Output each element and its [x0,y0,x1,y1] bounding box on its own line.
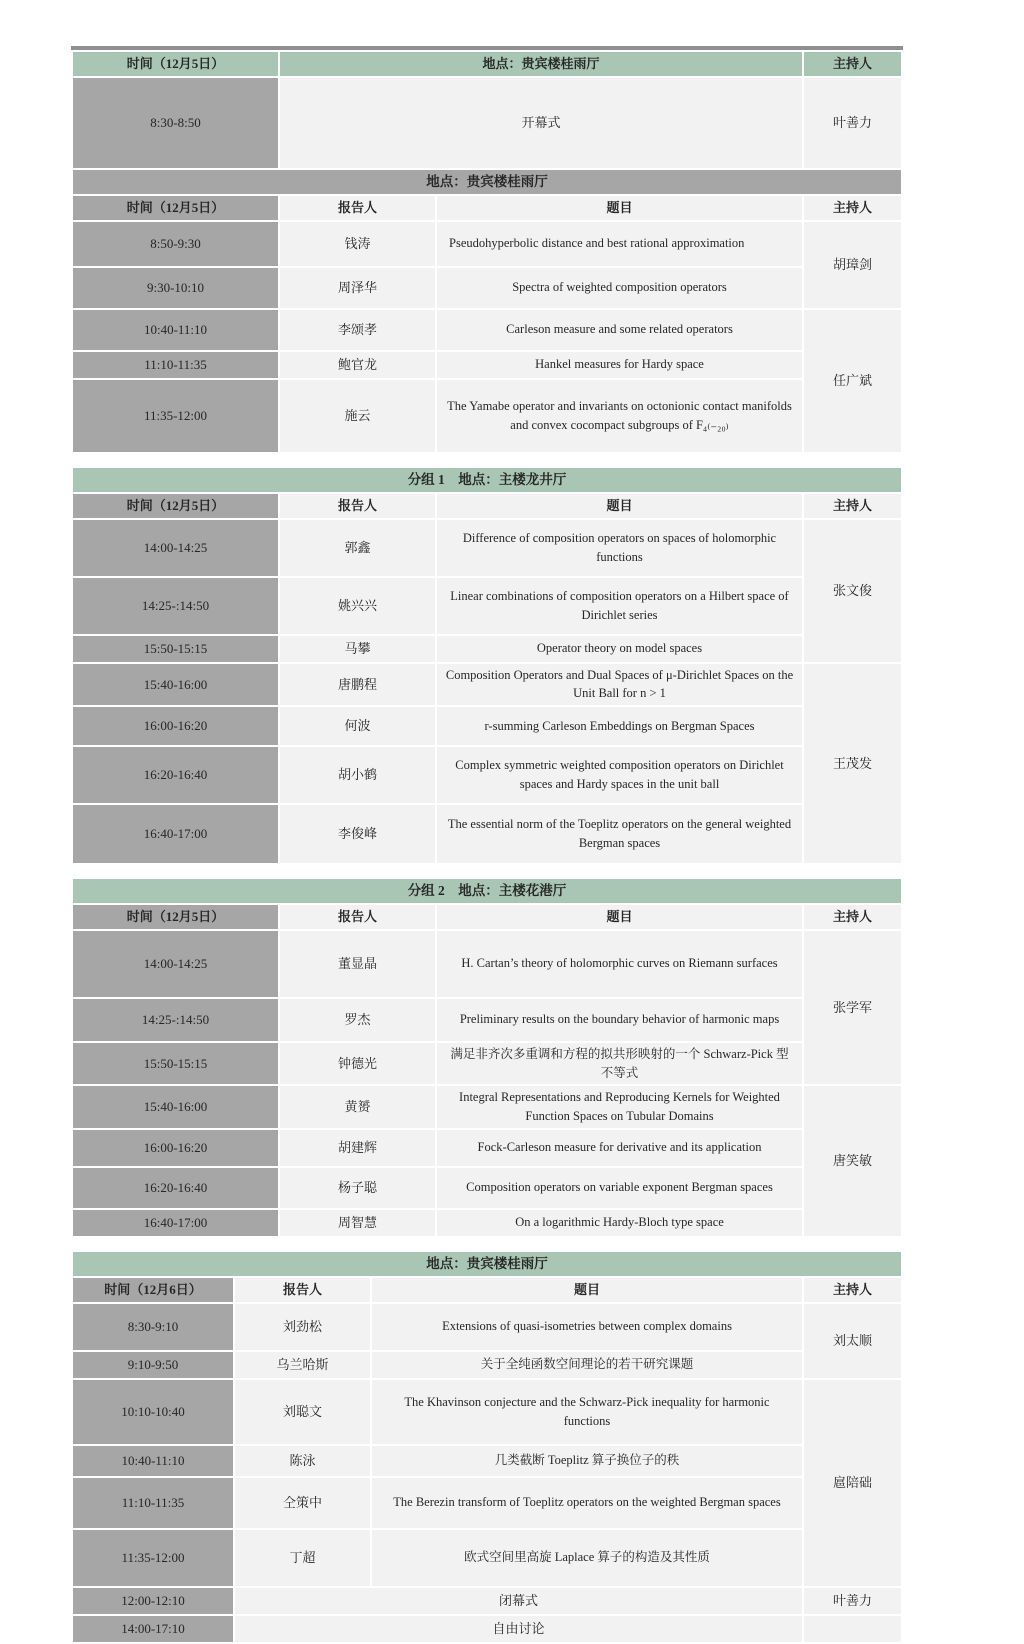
title-cell: The Yamabe operator and invariants on octonionic contact manifolds and convex cocompact subgroups of F₄₍₋₂₀₎ [437,380,802,452]
table-row [73,664,901,706]
host-cell: 扈陪础 [804,1380,901,1586]
column-header-title: 题目 [437,494,802,518]
host-cell: 刘太顺 [804,1304,901,1378]
title-cell: The Berezin transform of Toeplitz operators on the weighted Bergman spaces [372,1478,802,1528]
host-cell: 张文俊 [804,520,901,662]
title-cell: r-summing Carleson Embeddings on Bergman Spaces [437,707,802,745]
table-row [73,468,901,492]
speaker-cell: 胡建辉 [280,1130,435,1166]
table-row [73,1130,901,1166]
column-header-venue: 地点：贵宾楼桂雨厅 [280,52,802,76]
title-cell: 满足非齐次多重调和方程的拟共形映射的一个 Schwarz-Pick 型不等式 [437,1043,802,1085]
column-header-host: 主持人 [804,196,901,220]
title-cell: Carleson measure and some related operators [437,310,802,350]
time-cell: 15:40-16:00 [73,1086,278,1128]
time-cell: 10:40-11:10 [73,1446,233,1476]
table-row [73,1210,901,1236]
speaker-cell: 马攀 [280,636,435,662]
speaker-cell: 郭鑫 [280,520,435,576]
table-row [73,268,901,308]
table-row [73,1086,901,1128]
table-row [73,352,901,378]
table-row [73,1252,901,1276]
time-cell: 15:50-15:15 [73,1043,278,1085]
table-row [73,1446,901,1476]
time-cell: 16:20-16:40 [73,747,278,803]
title-cell: On a logarithmic Hardy-Bloch type space [437,1210,802,1236]
time-cell: 16:40-17:00 [73,1210,278,1236]
table-row [73,222,901,266]
title-cell: The essential norm of the Toeplitz operators on the general weighted Bergman spaces [437,805,802,863]
table-row [73,1043,901,1085]
host-cell [804,1616,901,1642]
speaker-cell: 姚兴兴 [280,578,435,634]
column-header-speaker: 报告人 [235,1278,370,1302]
table-row [73,1588,901,1614]
table-row [73,879,901,903]
speaker-cell: 董显晶 [280,931,435,997]
time-cell: 8:50-9:30 [73,222,278,266]
title-cell: Composition operators on variable exponent Bergman spaces [437,1168,802,1208]
host-cell: 唐笑敏 [804,1086,901,1236]
table-row [73,1478,901,1528]
column-header-time: 时间（12月5日） [73,494,278,518]
speaker-cell: 钟德光 [280,1043,435,1085]
time-cell: 14:00-17:10 [73,1616,233,1642]
schedule-day5-morning [71,46,903,454]
speaker-cell: 陈泳 [235,1446,370,1476]
section-band: 分组 2 地点：主楼花港厅 [73,879,901,903]
event-cell: 自由讨论 [235,1616,802,1642]
table-row [73,905,901,929]
table-row [73,380,901,452]
time-cell: 14:25-:14:50 [73,578,278,634]
speaker-cell: 周泽华 [280,268,435,308]
speaker-cell: 鲍官龙 [280,352,435,378]
table-row [73,578,901,634]
time-cell: 14:00-14:25 [73,520,278,576]
speaker-cell: 乌兰哈斯 [235,1352,370,1378]
speaker-cell: 丁超 [235,1530,370,1586]
table-row [73,1168,901,1208]
title-cell: Linear combinations of composition operators on a Hilbert space of Dirichlet series [437,578,802,634]
table-row [73,636,901,662]
table-row [73,310,901,350]
time-cell: 10:40-11:10 [73,310,278,350]
time-cell: 11:10-11:35 [73,352,278,378]
speaker-cell: 杨子聪 [280,1168,435,1208]
column-header-host: 主持人 [804,494,901,518]
title-cell: Pseudohyperbolic distance and best rational approximation [437,222,802,266]
title-cell: The Khavinson conjecture and the Schwarz-Pick inequality for harmonic functions [372,1380,802,1444]
table-row [73,931,901,997]
speaker-cell: 唐鹏程 [280,664,435,706]
section-band: 分组 1 地点：主楼龙井厅 [73,468,901,492]
table-row [73,999,901,1041]
title-cell: Hankel measures for Hardy space [437,352,802,378]
time-cell: 14:00-14:25 [73,931,278,997]
time-cell: 16:40-17:00 [73,805,278,863]
table-row [73,520,901,576]
speaker-cell: 李颂孝 [280,310,435,350]
time-cell: 11:35-12:00 [73,380,278,452]
table-row [73,1304,901,1350]
title-cell: Complex symmetric weighted composition operators on Dirichlet spaces and Hardy spaces in the unit ball [437,747,802,803]
speaker-cell: 罗杰 [280,999,435,1041]
schedule-group1 [71,466,903,865]
table-row [73,1278,901,1302]
section-band: 地点：贵宾楼桂雨厅 [73,170,901,194]
time-cell: 16:00-16:20 [73,1130,278,1166]
column-header-time: 时间（12月5日） [73,905,278,929]
title-cell: Fock-Carleson measure for derivative and its application [437,1130,802,1166]
column-header-time: 时间（12月5日） [73,196,278,220]
column-header-title: 题目 [372,1278,802,1302]
column-header-time: 时间（12月5日） [73,52,278,76]
title-cell: Spectra of weighted composition operators [437,268,802,308]
table-row [73,1530,901,1586]
host-cell: 张学军 [804,931,901,1085]
table-row [73,747,901,803]
speaker-cell: 李俊峰 [280,805,435,863]
speaker-cell: 刘聪文 [235,1380,370,1444]
table-row [73,170,901,194]
title-cell: 欧式空间里高旋 Laplace 算子的构造及其性质 [372,1530,802,1586]
time-cell: 11:35-12:00 [73,1530,233,1586]
title-cell: 关于全纯函数空间理论的若干研究课题 [372,1352,802,1378]
host-cell: 叶善力 [804,1588,901,1614]
time-cell: 11:10-11:35 [73,1478,233,1528]
time-cell: 8:30-8:50 [73,78,278,168]
title-cell: 几类截断 Toeplitz 算子换位子的秩 [372,1446,802,1476]
table-row [73,1380,901,1444]
time-cell: 15:40-16:00 [73,664,278,706]
column-header-speaker: 报告人 [280,494,435,518]
schedule-group2 [71,877,903,1238]
speaker-cell: 刘劲松 [235,1304,370,1350]
time-cell: 12:00-12:10 [73,1588,233,1614]
table-row [73,707,901,745]
column-header-host: 主持人 [804,1278,901,1302]
time-cell: 16:00-16:20 [73,707,278,745]
time-cell: 16:20-16:40 [73,1168,278,1208]
speaker-cell: 胡小鹤 [280,747,435,803]
title-cell: Extensions of quasi-isometries between complex domains [372,1304,802,1350]
speaker-cell: 仝策中 [235,1478,370,1528]
title-cell: H. Cartan’s theory of holomorphic curves on Riemann surfaces [437,931,802,997]
speaker-cell: 黄赟 [280,1086,435,1128]
time-cell: 9:30-10:10 [73,268,278,308]
event-cell: 闭幕式 [235,1588,802,1614]
table-row [73,1352,901,1378]
schedule-day6 [71,1250,903,1644]
title-cell: Preliminary results on the boundary behavior of harmonic maps [437,999,802,1041]
schedule [71,46,1024,1644]
time-cell: 15:50-15:15 [73,636,278,662]
column-header-speaker: 报告人 [280,196,435,220]
column-header-speaker: 报告人 [280,905,435,929]
column-header-title: 题目 [437,905,802,929]
table-row [73,494,901,518]
speaker-cell: 钱涛 [280,222,435,266]
host-cell: 叶善力 [804,78,901,168]
table-row [73,196,901,220]
speaker-cell: 何波 [280,707,435,745]
table-row [73,1616,901,1642]
host-cell: 胡璋剑 [804,222,901,308]
table-row [73,805,901,863]
host-cell: 王茂发 [804,664,901,864]
column-header-host: 主持人 [804,52,901,76]
speaker-cell: 施云 [280,380,435,452]
host-cell: 任广斌 [804,310,901,452]
title-cell: Operator theory on model spaces [437,636,802,662]
title-cell: Composition Operators and Dual Spaces of μ-Dirichlet Spaces on the Unit Ball for n > 1 [437,664,802,706]
section-band: 地点：贵宾楼桂雨厅 [73,1252,901,1276]
time-cell: 9:10-9:50 [73,1352,233,1378]
time-cell: 14:25-:14:50 [73,999,278,1041]
column-header-time: 时间（12月6日） [73,1278,233,1302]
speaker-cell: 周智慧 [280,1210,435,1236]
table-row [73,78,901,168]
column-header-host: 主持人 [804,905,901,929]
time-cell: 8:30-9:10 [73,1304,233,1350]
table-row [73,52,901,76]
event-cell: 开幕式 [280,78,802,168]
title-cell: Difference of composition operators on spaces of holomorphic functions [437,520,802,576]
time-cell: 10:10-10:40 [73,1380,233,1444]
column-header-title: 题目 [437,196,802,220]
title-cell: Integral Representations and Reproducing Kernels for Weighted Function Spaces on Tubular Domains [437,1086,802,1128]
